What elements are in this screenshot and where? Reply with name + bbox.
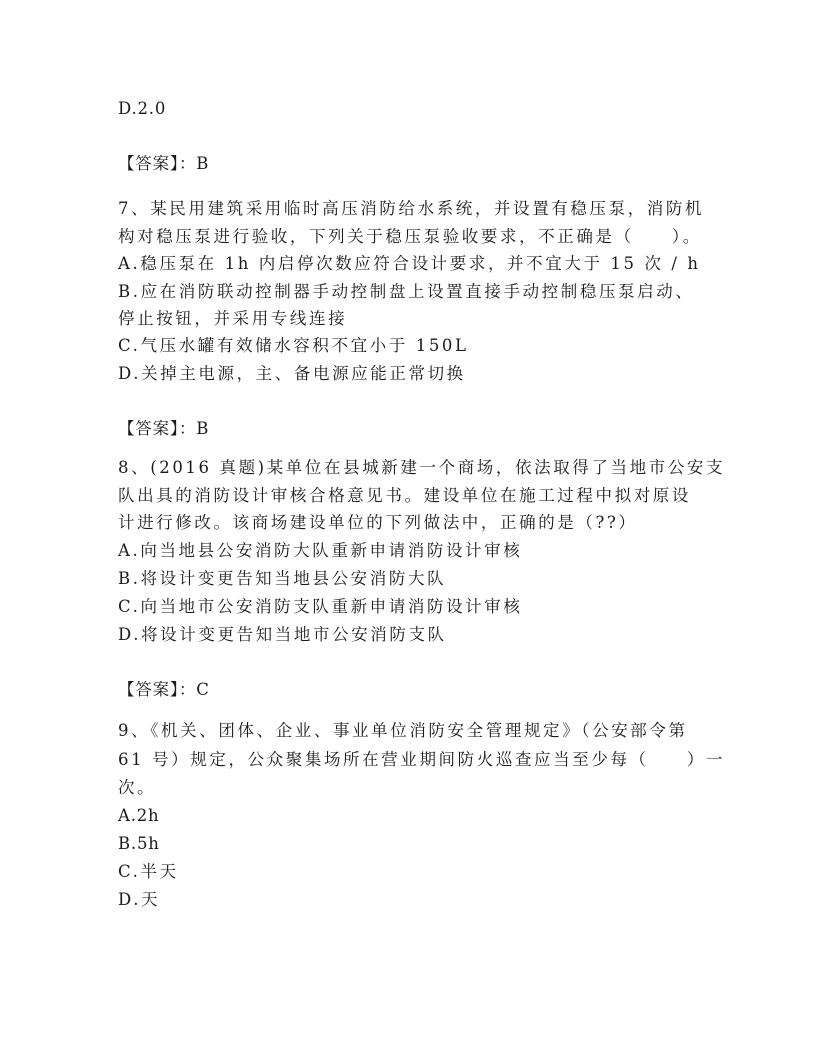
option-d-q8: D.将设计变更告知当地市公安消防支队 (118, 625, 447, 644)
answer-q8: 【答案】：C (118, 680, 210, 699)
option-b-q7-line-1: B.应在消防联动控制器手动控制盘上设置直接手动控制稳压泵启动、 (118, 282, 695, 301)
option-d-q9: D.天 (118, 890, 161, 909)
question-7-line-1: 7、某民用建筑采用临时高压消防给水系统，并设置有稳压泵，消防机 (118, 199, 705, 218)
option-c-q9: C.半天 (118, 862, 179, 881)
option-b-q8: B.将设计变更告知当地县公安消防大队 (118, 569, 447, 588)
option-b-q9: B.5h (118, 834, 160, 853)
question-8-line-2: 队出具的消防设计审核合格意见书。建设单位在施工过程中拟对原设 (118, 486, 691, 505)
option-a-q8: A.向当地县公安消防大队重新申请消防设计审核 (118, 541, 523, 560)
question-8-line-1: 8、(2016 真题)某单位在县城新建一个商场，依法取得了当地市公安支 (118, 458, 726, 477)
question-9-line-3: 次。 (118, 778, 157, 797)
option-a-q7: A.稳压泵在 1h 内启停次数应符合设计要求，并不宜大于 15 次 / h (118, 254, 701, 273)
answer-q7: 【答案】：B (118, 419, 210, 438)
option-b-q7-line-2: 停止按钮，并采用专线连接 (118, 309, 348, 328)
question-8-line-3: 计进行修改。该商场建设单位的下列做法中，正确的是（??） (118, 513, 638, 532)
option-c-q7: C.气压水罐有效储水容积不宜小于 150L (118, 336, 469, 355)
option-d-q6: D.2.0 (118, 99, 167, 118)
option-d-q7: D.关掉主电源，主、备电源应能正常切换 (118, 364, 466, 383)
question-7-line-2: 构对稳压泵进行验收，下列关于稳压泵验收要求，不正确是（ ）。 (118, 227, 702, 246)
question-9-line-2: 61 号）规定，公众聚集场所在营业期间防火巡查应当至少每（ ）一 (118, 750, 726, 769)
option-a-q9: A.2h (118, 806, 160, 825)
option-c-q8: C.向当地市公安消防支队重新申请消防设计审核 (118, 597, 523, 616)
answer-q6: 【答案】：B (118, 154, 210, 173)
question-9-line-1: 9、《机关、团体、企业、事业单位消防安全管理规定》（公安部令第 (118, 721, 688, 740)
